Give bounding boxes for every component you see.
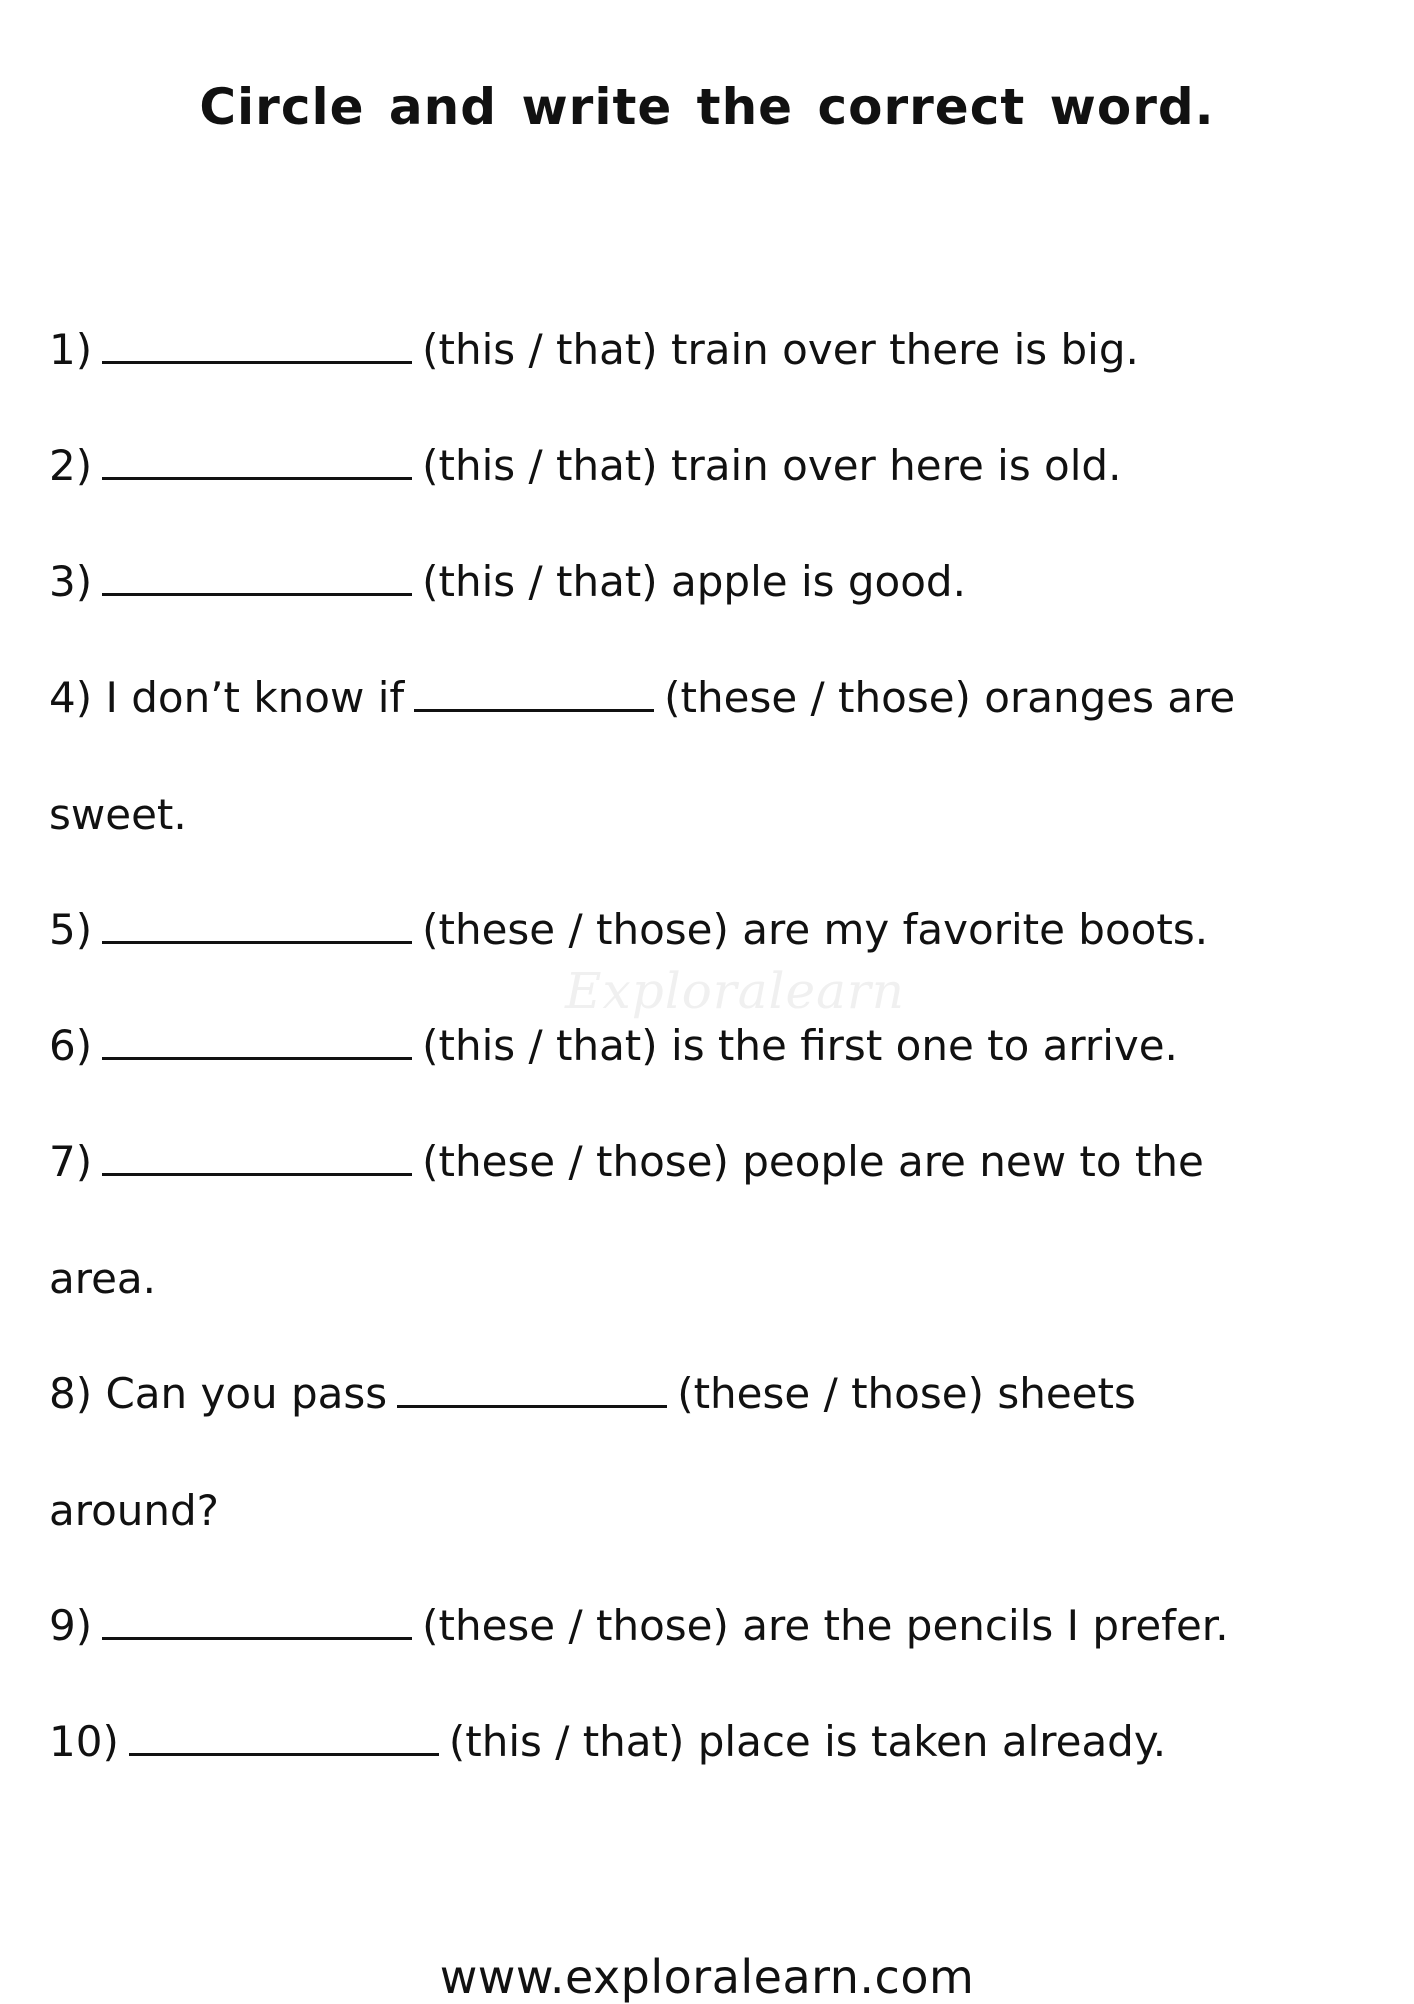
question-number: 2) (49, 441, 93, 490)
question-7-continued: area. (49, 1254, 157, 1303)
question-options: (this / that) (422, 325, 658, 374)
question-2 (49, 408, 1369, 524)
question-7 (49, 1104, 1369, 1220)
question-options: (this / that) (448, 1717, 685, 1766)
question-text-pre: I don’t know if (105, 673, 405, 722)
answer-blank[interactable] (397, 1404, 667, 1408)
question-text: apple is good. (671, 557, 966, 606)
answer-blank[interactable] (102, 940, 412, 944)
question-text: people are new to the (742, 1137, 1204, 1186)
question-number: 7) (49, 1137, 93, 1186)
question-text: is the first one to arrive. (671, 1021, 1178, 1070)
answer-blank[interactable] (129, 1752, 439, 1756)
question-5 (49, 872, 1369, 988)
answer-blank[interactable] (102, 360, 412, 364)
answer-blank[interactable] (102, 592, 412, 596)
question-text: oranges are (984, 673, 1236, 722)
question-text: sheets (997, 1369, 1136, 1418)
question-10 (49, 1684, 1369, 1800)
question-options: (these / those) (422, 1601, 729, 1650)
question-number: 3) (49, 557, 93, 606)
footer-url: www.exploralearn.com (439, 1950, 975, 2004)
question-9 (49, 1568, 1369, 1684)
question-text: train over here is old. (671, 441, 1122, 490)
question-3 (49, 524, 1369, 640)
question-number: 9) (49, 1601, 93, 1650)
question-number: 8) (49, 1369, 93, 1418)
question-text: train over there is big. (671, 325, 1139, 374)
question-options: (this / that) (422, 1021, 658, 1070)
question-text-pre: Can you pass (105, 1369, 388, 1418)
question-4 (49, 640, 1369, 756)
question-options: (these / those) (422, 1137, 729, 1186)
question-number: 5) (49, 905, 93, 954)
worksheet-title: Circle and write the correct word. (199, 78, 1215, 136)
question-options: (these / those) (677, 1369, 984, 1418)
question-6 (49, 988, 1369, 1104)
question-number: 6) (49, 1021, 93, 1070)
question-options: (this / that) (422, 441, 658, 490)
question-number: 4) (49, 673, 93, 722)
answer-blank[interactable] (414, 708, 654, 712)
question-text: place is taken already. (697, 1717, 1167, 1766)
question-4-continued: sweet. (49, 790, 187, 839)
answer-blank[interactable] (102, 476, 412, 480)
question-number: 1) (49, 325, 93, 374)
answer-blank[interactable] (102, 1056, 412, 1060)
answer-blank[interactable] (102, 1172, 412, 1176)
watermark-logo: Exploralearn (565, 962, 906, 1020)
question-8 (49, 1336, 1369, 1452)
question-1 (49, 292, 1369, 408)
question-options: (these / those) (422, 905, 729, 954)
question-options: (these / those) (664, 673, 971, 722)
question-text: are my favorite boots. (742, 905, 1209, 954)
question-8-continued: around? (49, 1486, 219, 1535)
question-text: are the pencils I prefer. (742, 1601, 1229, 1650)
answer-blank[interactable] (102, 1636, 412, 1640)
question-number: 10) (49, 1717, 119, 1766)
question-options: (this / that) (422, 557, 658, 606)
